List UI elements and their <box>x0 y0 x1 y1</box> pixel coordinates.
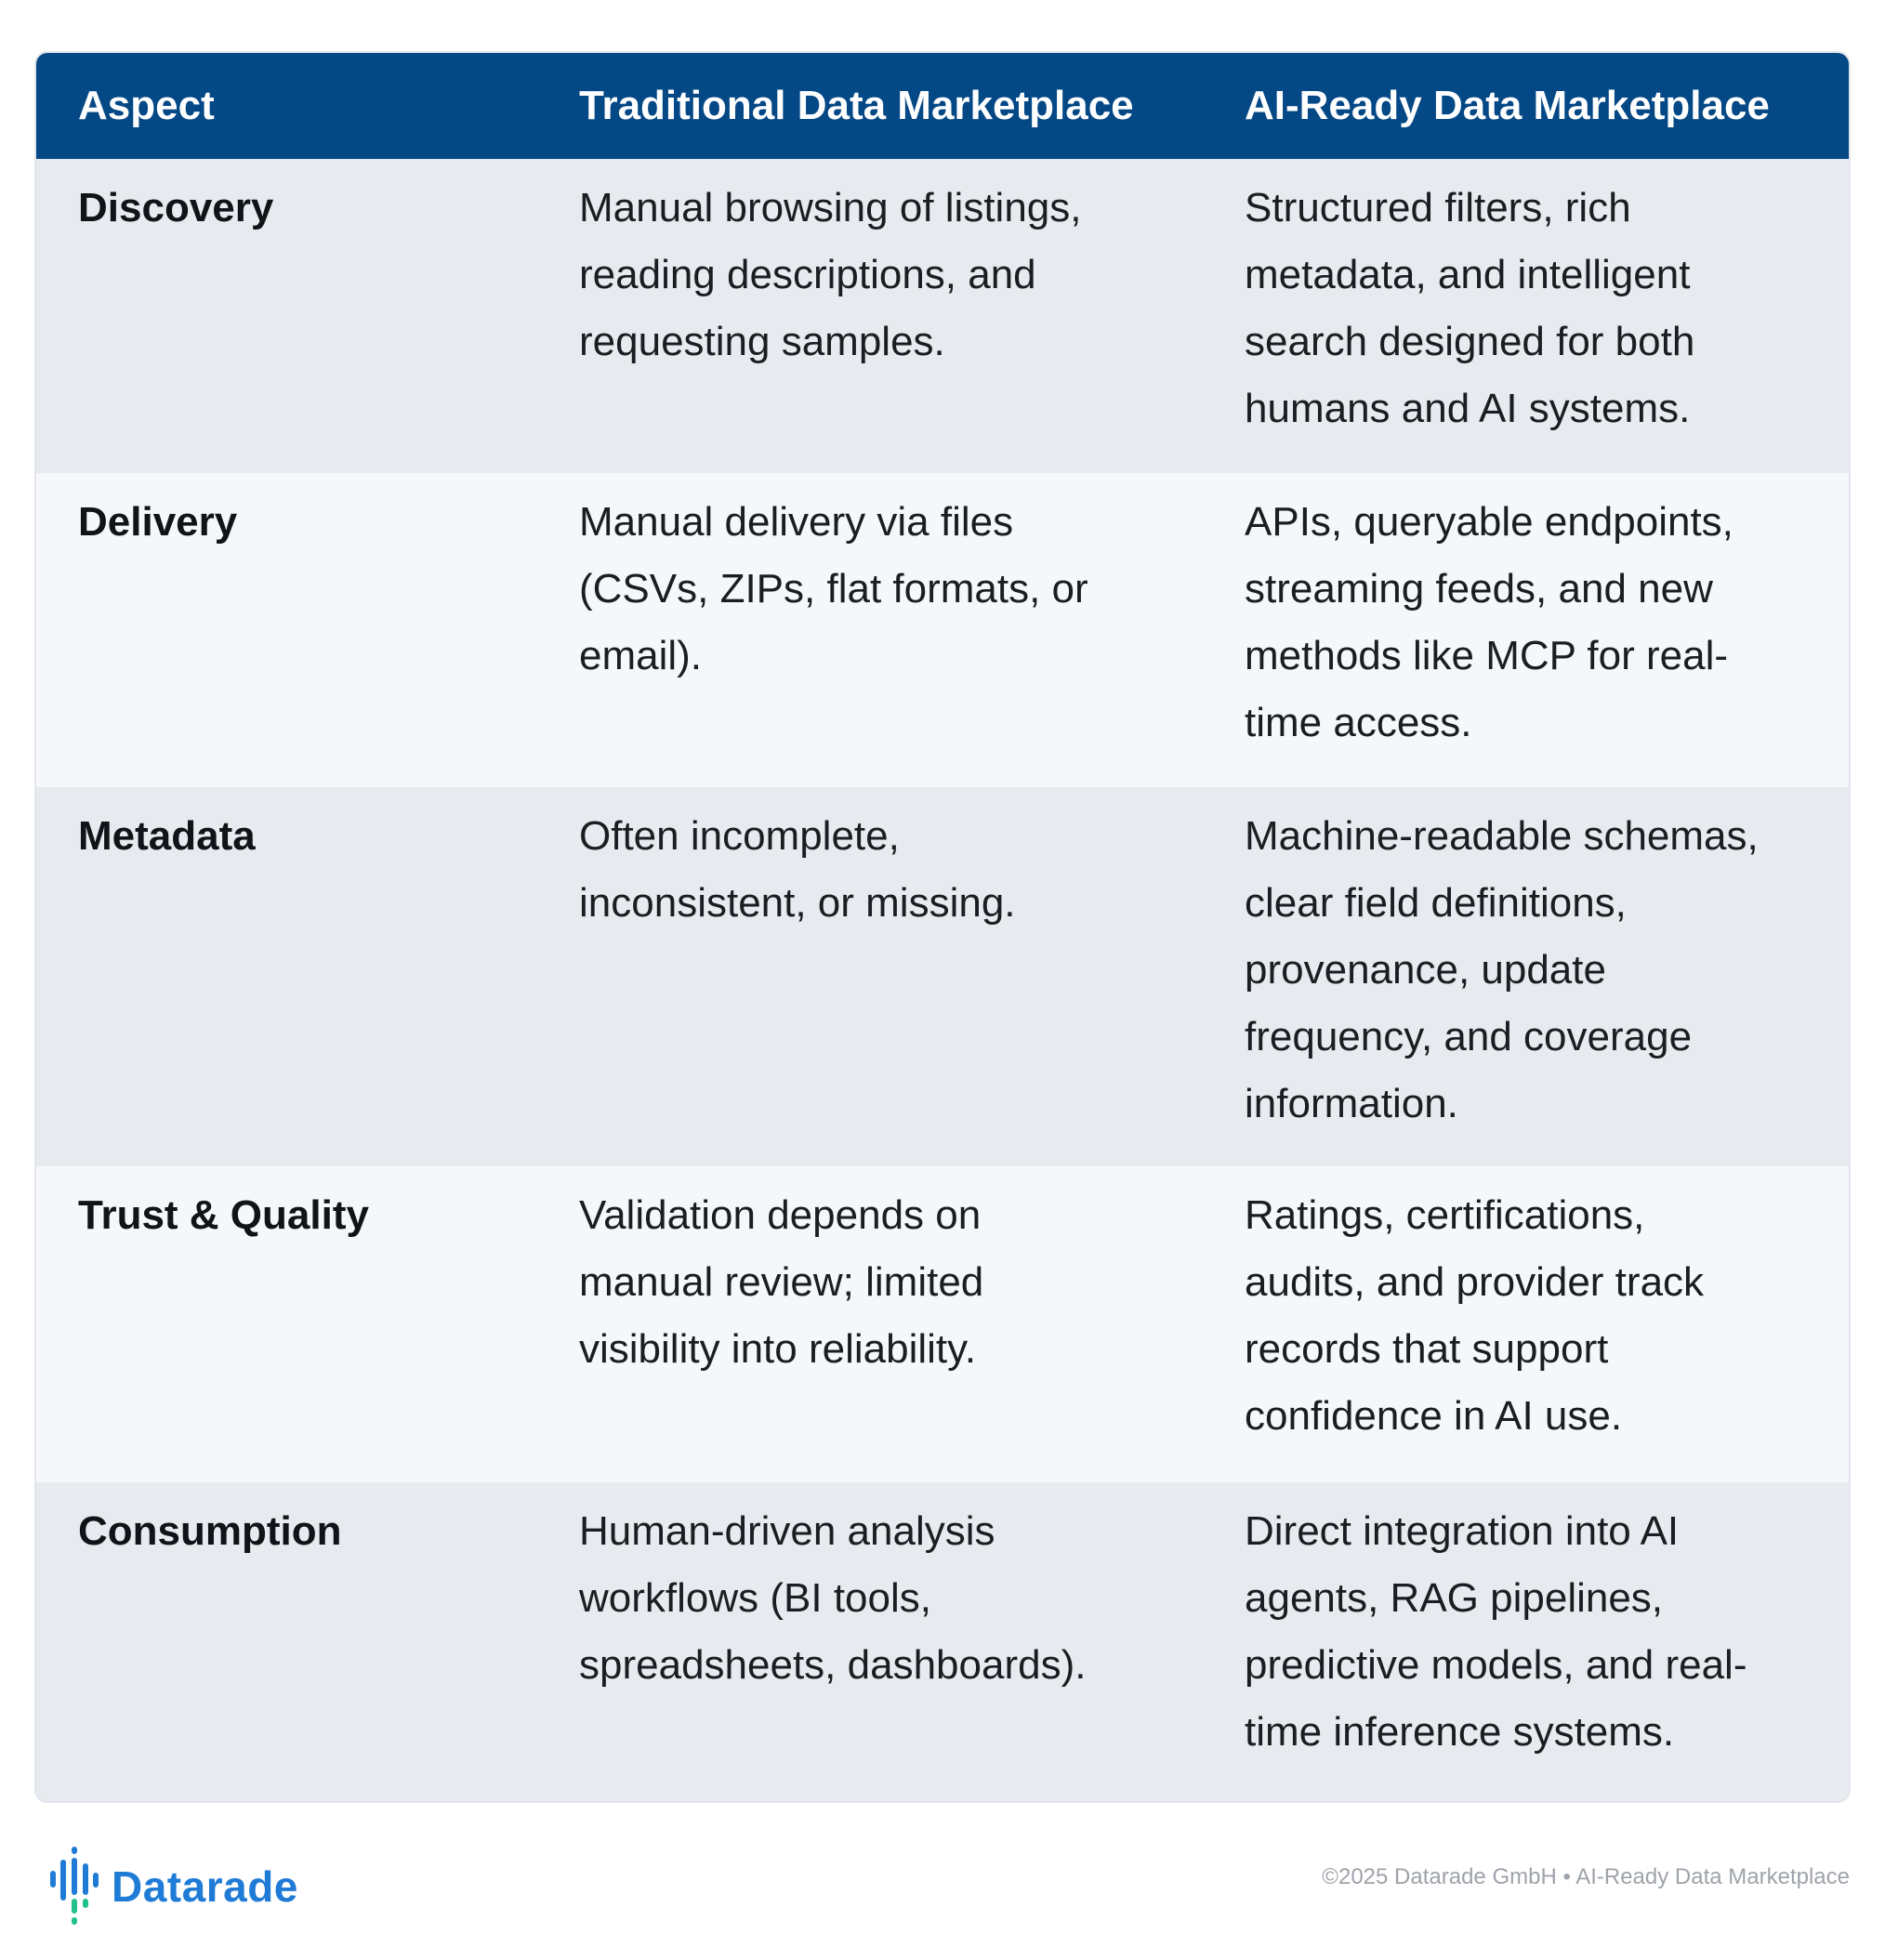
ai-ready-cell <box>1245 175 1830 442</box>
text-line: Manual browsing of listings, <box>579 185 1082 230</box>
aspect-cell: Delivery <box>78 499 238 545</box>
text-line: Manual delivery via files <box>579 499 1014 545</box>
text-line: time access. <box>1245 700 1472 745</box>
ai-ready-cell <box>1245 803 1830 1138</box>
text-line: workflows (BI tools, <box>579 1575 931 1621</box>
table-row-delivery <box>36 473 1849 787</box>
ai-ready-cell <box>1245 1498 1830 1766</box>
text-line: Human-driven analysis <box>579 1508 995 1554</box>
traditional-cell <box>579 175 1202 375</box>
text-line: visibility into reliability. <box>579 1326 977 1372</box>
table-row-trust-quality <box>36 1166 1849 1482</box>
traditional-cell <box>579 1498 1202 1699</box>
header-traditional: Traditional Data Marketplace <box>579 83 1134 128</box>
text-line: email). <box>579 633 703 678</box>
text-line: Direct integration into AI <box>1245 1508 1680 1554</box>
text-line: Validation depends on <box>579 1192 982 1238</box>
ai-ready-cell <box>1245 1182 1830 1450</box>
brand-name: Datarade <box>112 1862 298 1911</box>
text-line: audits, and provider track <box>1245 1259 1705 1305</box>
text-line: predictive models, and real- <box>1245 1642 1747 1688</box>
text-line: Ratings, certifications, <box>1245 1192 1645 1238</box>
text-line: time inference systems. <box>1245 1709 1675 1755</box>
text-line: clear field definitions, <box>1245 880 1627 926</box>
text-line: agents, RAG pipelines, <box>1245 1575 1664 1621</box>
copyright-text: ©2025 Datarade GmbH • AI-Ready Data Marketplace <box>1322 1864 1850 1889</box>
text-line: search designed for both <box>1245 319 1695 364</box>
traditional-cell <box>579 1182 1202 1383</box>
text-line: requesting samples. <box>579 319 945 364</box>
table-header-row <box>36 53 1849 159</box>
table-row-discovery <box>36 159 1849 473</box>
text-line: humans and AI systems. <box>1245 386 1691 431</box>
table-row-consumption <box>36 1482 1849 1803</box>
datarade-logo[interactable] <box>48 1847 298 1927</box>
text-line: spreadsheets, dashboards). <box>579 1642 1087 1688</box>
datarade-logo-icon <box>48 1847 100 1927</box>
aspect-cell: Discovery <box>78 185 274 230</box>
header-aspect: Aspect <box>78 83 215 128</box>
text-line: Machine-readable schemas, <box>1245 813 1759 859</box>
text-line: Often incomplete, <box>579 813 900 859</box>
comparison-table <box>34 51 1851 1803</box>
text-line: information. <box>1245 1081 1458 1126</box>
text-line: Structured filters, rich <box>1245 185 1631 230</box>
text-line: reading descriptions, and <box>579 252 1036 297</box>
text-line: (CSVs, ZIPs, flat formats, or <box>579 566 1088 612</box>
text-line: inconsistent, or missing. <box>579 880 1016 926</box>
table-row-metadata <box>36 787 1849 1166</box>
aspect-cell: Trust & Quality <box>78 1192 369 1238</box>
ai-ready-cell <box>1245 489 1830 756</box>
text-line: methods like MCP for real- <box>1245 633 1729 678</box>
text-line: confidence in AI use. <box>1245 1393 1623 1439</box>
traditional-cell <box>579 803 1202 937</box>
aspect-cell: Consumption <box>78 1508 342 1554</box>
aspect-cell: Metadata <box>78 813 256 859</box>
text-line: metadata, and intelligent <box>1245 252 1691 297</box>
text-line: frequency, and coverage <box>1245 1014 1693 1059</box>
traditional-cell <box>579 489 1202 690</box>
header-ai-ready: AI-Ready Data Marketplace <box>1245 83 1770 128</box>
text-line: manual review; limited <box>579 1259 984 1305</box>
text-line: streaming feeds, and new <box>1245 566 1713 612</box>
text-line: provenance, update <box>1245 947 1606 993</box>
text-line: records that support <box>1245 1326 1609 1372</box>
text-line: APIs, queryable endpoints, <box>1245 499 1733 545</box>
